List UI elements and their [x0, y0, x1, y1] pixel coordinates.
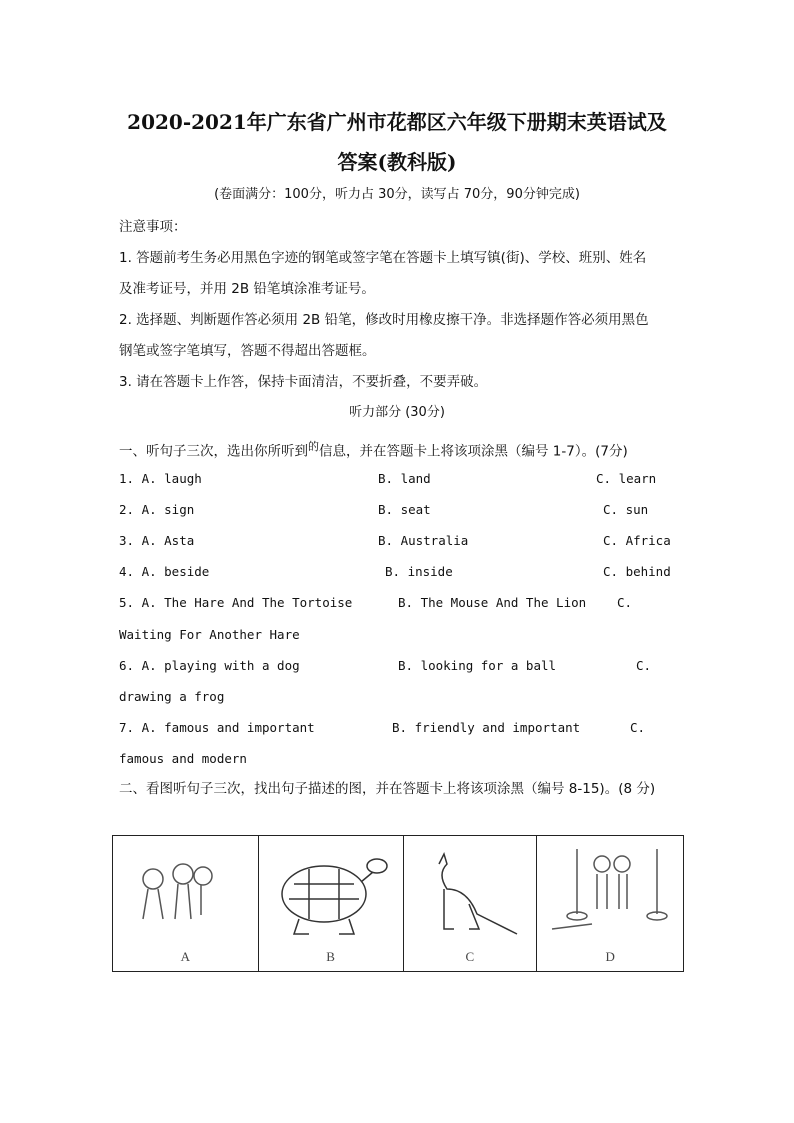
title-line-1: 2020-2021年广东省广州市花都区六年级下册期末英语试及: [127, 110, 667, 134]
picture-b: [259, 836, 404, 971]
note-line: 2. 选择题、判断题作答必须用 2B 铅笔，修改时用橡皮擦干净。非选择题作答必须用黑色: [119, 312, 649, 328]
q1-option-a: 1. A. laugh: [119, 471, 202, 486]
q2-option-c: C. sun: [603, 502, 649, 517]
q4-option-a: 4. A. beside: [119, 564, 210, 579]
instruction-sup: 的: [308, 440, 319, 453]
kangaroo-drawing-icon: [414, 844, 529, 944]
note-line: 钢笔或签字笔填写，答题不得超出答题框。: [119, 343, 376, 359]
q5-option-c: C.: [617, 595, 633, 610]
q6-option-c: C.: [636, 658, 652, 673]
q2-option-a: 2. A. sign: [119, 502, 195, 517]
note-line: 及准考证号，并用 2B 铅笔填涂准考证号。: [119, 281, 375, 297]
section-listening: 听力部分 (30分): [349, 405, 445, 420]
q5-option-c-text: Waiting For Another Hare: [119, 627, 300, 642]
children-drawing-icon: [123, 844, 243, 944]
q7-option-b: B. friendly and important: [392, 720, 581, 735]
q6-option-c-text: drawing a frog: [119, 689, 225, 704]
q6-option-a: 6. A. playing with a dog: [119, 658, 300, 673]
part2-instruction: 二、看图听句子三次，找出句子描述的图，并在答题卡上将该项涂黑（编号 8-15)。(8 分): [119, 781, 656, 797]
q1-option-b: B. land: [378, 471, 431, 486]
q5-option-b: B. The Mouse And The Lion: [398, 595, 587, 610]
title-line-2: 答案(教科版): [337, 150, 457, 174]
picture-label: D: [605, 949, 615, 964]
picture-table: [112, 835, 684, 972]
picture-d: [537, 836, 683, 971]
q3-option-c: C. Africa: [603, 533, 671, 548]
q7-option-c: C.: [630, 720, 646, 735]
subtitle: (卷面满分：100分，听力占 30分，读写占 70分，90分钟完成): [214, 187, 580, 202]
picture-label: A: [180, 949, 191, 964]
part1-instruction: [119, 439, 628, 460]
picture-label: B: [326, 949, 335, 964]
tortoise-drawing-icon: [269, 844, 394, 944]
instruction-text: 一、听句子三次，选出你所听到: [119, 443, 308, 460]
children-planting-drawing-icon: [547, 844, 672, 944]
q7-option-a: 7. A. famous and important: [119, 720, 315, 735]
q6-option-b: B. looking for a ball: [398, 658, 557, 673]
q7-option-c-text: famous and modern: [119, 751, 247, 766]
picture-label: C: [465, 949, 475, 964]
q4-option-c: C. behind: [603, 564, 671, 579]
q3-option-b: B. Australia: [378, 533, 469, 548]
instruction-text: 信息，并在答题卡上将该项涂黑（编号 1-7）。(7分): [319, 443, 628, 460]
note-line: 3. 请在答题卡上作答，保持卡面清洁，不要折叠，不要弄破。: [119, 374, 488, 390]
q1-option-c: C. learn: [596, 471, 657, 486]
q5-option-a: 5. A. The Hare And The Tortoise: [119, 595, 353, 610]
q3-option-a: 3. A. Asta: [119, 533, 195, 548]
picture-a: [113, 836, 259, 971]
q4-option-b: B. inside: [385, 564, 453, 579]
notes-heading: 注意事项：: [119, 219, 187, 235]
q2-option-b: B. seat: [378, 502, 431, 517]
picture-c: [404, 836, 538, 971]
note-line: 1. 答题前考生务必用黑色字迹的钢笔或签字笔在答题卡上填写镇(街)、学校、班别、姓名: [119, 250, 647, 266]
